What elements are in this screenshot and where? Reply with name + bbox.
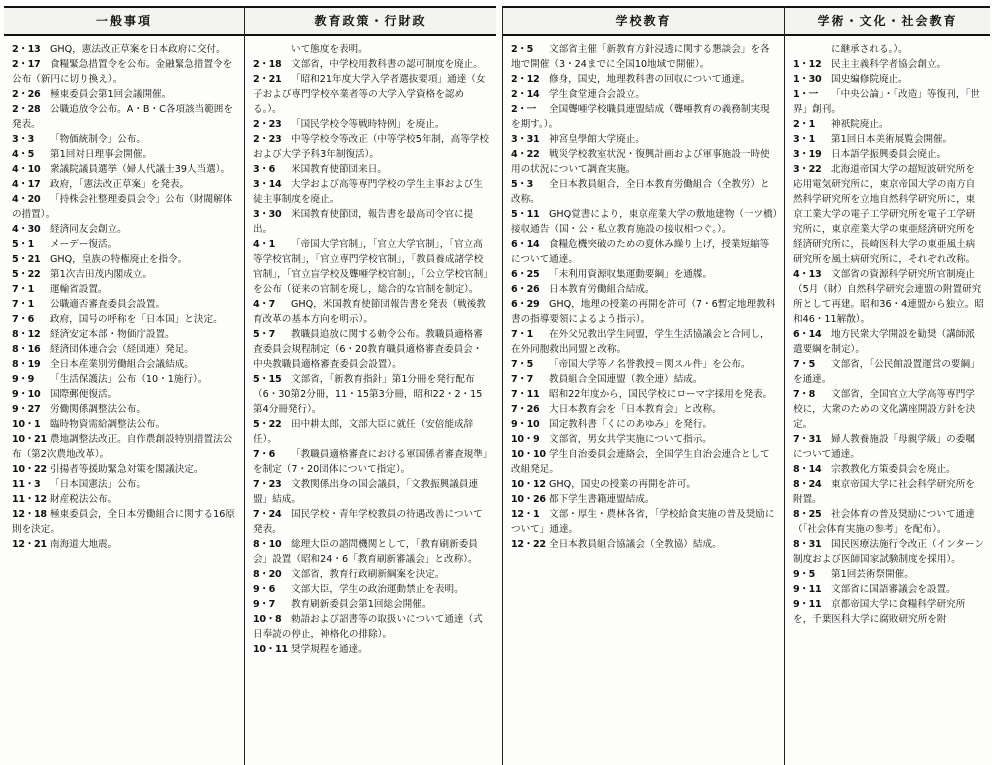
entry-text: いて態度を表明。	[291, 44, 368, 55]
entry-text: GHQ，憲法改正草案を日本政府に交付。	[50, 44, 226, 55]
entry-text: 「昭和21年度大学入学者選抜要項」通達（女子および専門学校卒業者等の大学入学資格を認める。）。	[253, 74, 486, 115]
chronology-entry	[793, 87, 984, 117]
chronology-entry	[12, 162, 238, 177]
entry-date: 10・11	[253, 644, 288, 655]
entry-text: 第1回日本美術展覧会開催。	[831, 134, 953, 145]
entry-text: GHQ，国史の授業の再開を許可。	[549, 479, 696, 490]
chronology-entry	[511, 492, 778, 507]
chronology-entry	[253, 177, 490, 207]
chronology-entry	[793, 507, 984, 537]
chronology-entry	[511, 102, 778, 132]
entry-date: 10・12	[511, 479, 546, 490]
entry-date: 8・19	[12, 359, 41, 370]
column-heading: 学校教育	[503, 6, 784, 36]
chronology-entry	[12, 492, 238, 507]
column-heading: 学術・文化・社会教育	[785, 6, 990, 36]
entry-text: 経済団体連合会（経団連）発足。	[50, 344, 194, 355]
chronology-entry	[253, 57, 490, 72]
entry-date: 7・6	[12, 314, 35, 325]
entry-text: 米国教育使節団，報告書を最高司令官に提出。	[253, 209, 474, 235]
entry-date: 4・13	[793, 269, 822, 280]
chronology-entry	[511, 327, 778, 357]
entry-text: 東京帝国大学に社会科学研究所を附置。	[793, 479, 975, 505]
entry-date: 5・3	[511, 179, 534, 190]
entry-text: 文部省に国語審議会を設置。	[831, 584, 956, 595]
entry-text: 文部省，男女共学実施について指示。	[549, 434, 712, 445]
chronology-entry	[793, 477, 984, 507]
chronology-entry	[12, 132, 238, 147]
chronology-entry	[253, 582, 490, 597]
chronology-entry	[253, 207, 490, 237]
chronology-entry	[793, 267, 984, 327]
entry-date: 6・26	[511, 284, 540, 295]
entry-date: 5・21	[12, 254, 41, 265]
entry-text: 第1回芸術祭開催。	[831, 569, 914, 580]
entry-text: メーデー復活。	[50, 239, 118, 250]
entry-text: 極東委員会第1回会議開催。	[50, 89, 172, 100]
entry-text: 大学および高等専門学校の学生主事および生徒主事制度を廃止。	[253, 179, 483, 205]
entry-text: GHQ，皇族の特権廃止を指令。	[50, 254, 188, 265]
entry-date: 8・24	[793, 479, 822, 490]
chronology-entry	[12, 417, 238, 432]
entry-date: 10・26	[511, 494, 546, 505]
column-heading: 教育政策・行財政	[245, 6, 496, 36]
entry-date: 2・23	[253, 134, 282, 145]
entry-text: 教員組合全国連盟（教全連）結成。	[549, 374, 703, 385]
chronology-entry	[253, 372, 490, 417]
entry-text: 「帝国大学官制」，「官立大学官制」，「官立高等学校官制」，「官立専門学校官制」，「教員養成諸学校官制」，「官立盲学校及聾唖学校官制」，「公立学校官制」を公布（従来の官制を廃し，総合的な官制を制定）。	[253, 239, 489, 295]
entry-date: 9・10	[12, 389, 41, 400]
chronology-entry	[793, 57, 984, 72]
entry-text: 教育刷新委員会第1回総会開催。	[291, 599, 432, 610]
entry-text: 公職適否審査委員会設置。	[50, 299, 166, 310]
chronology-entry	[12, 57, 238, 87]
entry-date: 9・27	[12, 404, 41, 415]
entry-text: 農地調整法改正。自作農創設特別措置法公布（第2次農地改革）。	[12, 434, 233, 460]
entry-text: 文部省，「新教育指針」第1分冊を発行配布（6・30第2分冊，11・15第3分冊，昭和22・2・15第4分冊発行）。	[253, 374, 483, 415]
chronology-entry	[793, 582, 984, 597]
chronology-entry	[253, 162, 490, 177]
entry-date: 5・1	[12, 239, 35, 250]
chronology-entry	[253, 132, 490, 162]
entry-date: 10・10	[511, 449, 546, 460]
chronology-entry	[253, 612, 490, 642]
entry-date: 7・23	[253, 479, 282, 490]
entry-date: 4・5	[12, 149, 35, 160]
entry-date: 8・25	[793, 509, 822, 520]
entry-date: 1・30	[793, 74, 822, 85]
entry-date: 6・29	[511, 299, 540, 310]
chronology-entry	[793, 567, 984, 582]
entry-text: 財産税法公布。	[50, 494, 118, 505]
entry-text: 文部大臣，学生の政治運動禁止を表明。	[291, 584, 464, 595]
entry-list	[503, 36, 784, 552]
chronology-entry	[253, 642, 490, 657]
entry-text: 日本教育労働組合結成。	[549, 284, 655, 295]
entry-date: 2・23	[253, 119, 282, 130]
entry-date: 7・11	[511, 389, 540, 400]
chronology-entry	[12, 372, 238, 387]
chronology-entry	[511, 432, 778, 447]
entry-text: 労働関係調整法公布。	[50, 404, 146, 415]
entry-text: 国際郵便復活。	[50, 389, 118, 400]
entry-date: 3・19	[793, 149, 822, 160]
entry-text: 引揚者等援助緊急対策を閣議決定。	[50, 464, 204, 475]
entry-text: 経済同友会創立。	[50, 224, 127, 235]
entry-text: 教職員追放に関する勅令公布。教職員適格審査委員会規程制定（6・20教育職員適格審査委員会・中央教職員適格審査委員会設置）。	[253, 329, 483, 370]
chronology-entry	[12, 402, 238, 417]
chronology-entry	[12, 297, 238, 312]
entry-date: 2・12	[511, 74, 540, 85]
entry-date: 2・28	[12, 104, 41, 115]
chronology-entry	[12, 432, 238, 462]
chronology-entry	[793, 117, 984, 132]
entry-text: 文部省，教育行政刷新綱案を決定。	[291, 569, 445, 580]
entry-date: 3・22	[793, 164, 822, 175]
chronology-entry	[511, 87, 778, 102]
entry-date: 5・22	[253, 419, 282, 430]
entry-date: 9・6	[253, 584, 276, 595]
entry-text: 衆議院議員選挙（婦人代議士39人当選）。	[50, 164, 231, 175]
chronology-entry	[793, 387, 984, 432]
entry-text: 南海道大地震。	[50, 539, 118, 550]
chronology-entry	[511, 72, 778, 87]
chronology-entry	[12, 342, 238, 357]
chronology-entry	[12, 222, 238, 237]
entry-date: 4・20	[12, 194, 41, 205]
chronology-entry	[12, 267, 238, 282]
entry-date: 8・16	[12, 344, 41, 355]
chronology-entry	[511, 537, 778, 552]
entry-text: 奨学規程を通達。	[291, 644, 368, 655]
entry-text: 民主主義科学者協会創立。	[831, 59, 947, 70]
entry-text: 修身，国史，地理教科書の回収について通達。	[549, 74, 751, 85]
entry-date: 3・14	[253, 179, 282, 190]
entry-text: 「教職員適格審査における軍国係者審査規準」を制定（7・20団体について指定）。	[253, 449, 488, 475]
entry-date: 8・20	[253, 569, 282, 580]
entry-date: 7・24	[253, 509, 282, 520]
entry-text: 臨時物資需給調整法公布。	[50, 419, 166, 430]
entry-text: 公職追放令公布。A・B・C各項該当範囲を発表。	[12, 104, 233, 130]
entry-text: 在外父兄教出学生同盟，学生生活協議会と合同し，在外同胞救出同盟と改称。	[511, 329, 770, 355]
entry-date: 8・12	[12, 329, 41, 340]
chronology-entry	[12, 312, 238, 327]
chronology-entry	[12, 147, 238, 162]
entry-date: 6・25	[511, 269, 540, 280]
chronology-entry	[793, 327, 984, 357]
entry-text: 第1次吉田茂内閣成立。	[50, 269, 153, 280]
chronology-entry	[793, 462, 984, 477]
entry-date: 7・7	[511, 374, 534, 385]
chronology-entry	[511, 297, 778, 327]
entry-date: 4・10	[12, 164, 41, 175]
entry-date: 2・18	[253, 59, 282, 70]
entry-date: 10・21	[12, 434, 47, 445]
entry-text: GHQ，米国教育使節団報告書を発表（戦後教育改革の基本方向を明示）。	[253, 299, 486, 325]
entry-text: 田中耕太郎，文部大臣に就任（安倍能成辞任）。	[253, 419, 474, 445]
column-heading: 一般事項	[4, 6, 244, 36]
chronology-entry	[12, 282, 238, 297]
entry-date: 2・26	[12, 89, 41, 100]
chronology-entry	[253, 72, 490, 117]
entry-text: 都下学生書籍連盟結成。	[549, 494, 655, 505]
entry-text: 全日本教員組合協議会（全教協）結成。	[549, 539, 722, 550]
entry-text: 昭和22年度から，国民学校にローマ字採用を発表。	[549, 389, 773, 400]
entry-text: に継承される。）。	[831, 44, 908, 55]
entry-text: 「帝国大学等ノ名誉教授＝関スル件」を公布。	[549, 359, 751, 370]
entry-text: 中等学校令等改正（中等学校5年制，高等学校および大学予科3年制復活）。	[253, 134, 489, 160]
chronology-entry	[511, 267, 778, 282]
entry-date: 4・7	[253, 299, 276, 310]
chronology-entry	[253, 507, 490, 537]
entry-date: 7・5	[793, 359, 816, 370]
entry-date: 10・22	[12, 464, 47, 475]
entry-date: 9・5	[793, 569, 816, 580]
entry-text: GHQ，地理の授業の再開を許可（7・6暫定地理教科書の指導要領によるよう指示）。	[511, 299, 776, 325]
entry-text: 「未利用資源収集運動要綱」を通牒。	[549, 269, 713, 280]
entry-text: 文部省の資源科学研究所官制廃止（5月（財）自然科学研究会連盟の附置研究所として再建。昭和36・4連盟から独立。昭和46・11解散）。	[793, 269, 984, 325]
chronology-entry	[511, 132, 778, 147]
entry-text: 国民学校・青年学校教員の待遇改善について発表。	[253, 509, 483, 535]
entry-text: 文部省，全国官立大学高等専門学校に，大衆のための文化講座開設方針を決定。	[793, 389, 976, 430]
chronology-entry	[511, 357, 778, 372]
entry-text: 地方民衆大学開設を勧奨（講師派遣要綱を制定）。	[793, 329, 975, 355]
entry-date: 5・11	[511, 209, 540, 220]
entry-date: 7・5	[511, 359, 534, 370]
entry-date: 2・5	[511, 44, 534, 55]
chronology-entry	[253, 42, 490, 57]
chronology-entry	[511, 42, 778, 72]
entry-text: 経済安定本部・物価庁設置。	[50, 329, 175, 340]
entry-date: 5・7	[253, 329, 276, 340]
entry-date: 2・1	[793, 119, 816, 130]
chronology-entry	[793, 147, 984, 162]
entry-date: 7・26	[511, 404, 540, 415]
chronology-entry	[253, 237, 490, 297]
chronology-entry	[253, 417, 490, 447]
entry-text: 社会体育の普及奨励について通達（「社会体育実施の参考」を配布）。	[793, 509, 975, 535]
entry-date: 10・8	[253, 614, 282, 625]
entry-text: 全国聾唖学校職員連盟結成（聾唖教育の義務制実現を期す。）。	[511, 104, 770, 130]
chronology-entry	[12, 537, 238, 552]
chronology-entry	[793, 132, 984, 147]
chronology-entry	[511, 387, 778, 402]
entry-date: 3・30	[253, 209, 282, 220]
entry-date: 9・10	[511, 419, 540, 430]
entry-date: 7・1	[511, 329, 534, 340]
chronology-entry	[253, 117, 490, 132]
entry-text: 全日本教員組合，全日本教育労働組合（全教労）と改称。	[511, 179, 770, 205]
chronology-entry	[511, 147, 778, 177]
chronology-entry	[12, 252, 238, 267]
entry-text: 大日本教育会を「日本教育会」と改称。	[549, 404, 722, 415]
chronology-entry	[793, 72, 984, 87]
entry-date: 7・6	[253, 449, 276, 460]
entry-date: 9・9	[12, 374, 35, 385]
entry-date: 3・3	[12, 134, 35, 145]
entry-text: 米国教育使節団来日。	[291, 164, 387, 175]
chronology-entry	[793, 357, 984, 387]
entry-date: 12・18	[12, 509, 47, 520]
entry-text: 文部省，中学校用教科書の認可制度を廃止。	[291, 59, 483, 70]
entry-text: 「物価統制令」公布。	[50, 134, 146, 145]
entry-text: 食糧緊急措置令を公布。金融緊急措置令を公布（新円に切り換え）。	[12, 59, 233, 85]
entry-date: 4・22	[511, 149, 540, 160]
chronology-entry	[12, 477, 238, 492]
entry-date: 2・17	[12, 59, 41, 70]
entry-date: 2・21	[253, 74, 282, 85]
entry-text: GHQ覚書により，東京産業大学の敷地建物（一ツ橋）接収通告（国・公・私立教育施設の接収相つぐ。）。	[511, 209, 778, 235]
chronology-entry	[12, 462, 238, 477]
entry-text: 「生活保護法」公布（10・1施行）。	[50, 374, 208, 385]
entry-date: 6・14	[793, 329, 822, 340]
chronology-entry	[511, 402, 778, 417]
entry-date: 7・8	[793, 389, 816, 400]
entry-text: 勅語および詔書等の取扱いについて通達（式日奉読の停止，神格化の排除）。	[253, 614, 483, 640]
entry-text: 学生自治委員会連絡会，全国学生自治会連合として改組発足。	[511, 449, 770, 475]
chronology-entry	[12, 42, 238, 57]
entry-date: 2・一	[511, 104, 536, 115]
entry-date: 10・9	[511, 434, 540, 445]
chronology-entry	[793, 537, 984, 567]
chronology-entry	[511, 372, 778, 387]
entry-text: 神宮皇學館大学廃止。	[549, 134, 645, 145]
entry-text: 学生食堂連合会設立。	[549, 89, 645, 100]
entry-date: 8・14	[793, 464, 822, 475]
column-general-affairs	[4, 6, 244, 765]
chronology-entry	[12, 87, 238, 102]
entry-date: 7・1	[12, 299, 35, 310]
entry-text: 婦人教養施設「母親学級」の委嘱について通達。	[793, 434, 975, 460]
entry-text: 文部省，「公民館設置運営の要綱」を通達。	[793, 359, 980, 385]
entry-text: 政府，「憲法改正草案」を発表。	[50, 179, 190, 190]
chronology-entry	[793, 432, 984, 462]
entry-text: 北海道帝国大学の超短波研究所を応用電気研究所に，東京帝国大学の南方自然科学研究所を立地自然科学研究所に，東京工業大学の電子工学研究所を電子工学研究所に，東京産業大学の東亜経済研究所を経済研究所に，長崎医科大学の東亜風土病研究所を風土病研究所に，それぞれ改称。	[793, 164, 976, 265]
entry-text: 第1回対日理事会開催。	[50, 149, 153, 160]
entry-text: 「国民学校令等戦時特例」を廃止。	[291, 119, 445, 130]
entry-text: 国民医療法施行令改正（インターン制度および医師国家試験制度を採用）。	[793, 539, 984, 565]
chronology-entry	[253, 567, 490, 582]
entry-date: 7・1	[12, 284, 35, 295]
chronology-entry	[511, 177, 778, 207]
entry-date: 12・22	[511, 539, 546, 550]
chronology-entry	[253, 297, 490, 327]
entry-date: 2・14	[511, 89, 540, 100]
entry-date: 9・11	[793, 584, 822, 595]
entry-date: 8・10	[253, 539, 282, 550]
chronology-entry	[511, 282, 778, 297]
entry-date: 12・21	[12, 539, 47, 550]
entry-text: 京都帝国大学に食糧科学研究所を，千葉医科大学に腐敗研究所を附	[793, 599, 966, 625]
chronology-entry	[511, 447, 778, 477]
chronology-entry	[253, 537, 490, 567]
entry-text: 全日本産業別労働組合会議結成。	[50, 359, 194, 370]
entry-date: 12・1	[511, 509, 540, 520]
chronology-entry	[793, 42, 984, 57]
chronology-entry	[793, 162, 984, 267]
chronology-entry	[253, 597, 490, 612]
entry-date: 1・一	[793, 89, 818, 100]
entry-text: 総理大臣の諮問機関として，「教育刷新委員会」設置（昭和24・6「教育刷新審議会」と改称）。	[253, 539, 478, 565]
column-education-policy	[244, 6, 496, 765]
column-school-education	[502, 6, 784, 765]
entry-text: 「持株会社整理委員会令」公布（財閥解体の措置）。	[12, 194, 233, 220]
entry-text: 「中央公論」・「改造」等復刊，「世界」創刊。	[793, 89, 980, 115]
chronology-entry	[511, 207, 778, 237]
entry-text: 戦災学校教室状況・復興計画および軍事施設一時使用の状況について調査実施。	[511, 149, 770, 175]
entry-text: 極東委員会，全日本労働組合に関する16原則を決定。	[12, 509, 235, 535]
chronology-entry	[511, 477, 778, 492]
chronology-entry	[253, 447, 490, 477]
entry-date: 4・30	[12, 224, 41, 235]
entry-text: 運輸省設置。	[50, 284, 108, 295]
entry-date: 8・31	[793, 539, 822, 550]
entry-date: 2・13	[12, 44, 41, 55]
entry-text: 神祇院廃止。	[831, 119, 889, 130]
entry-date: 1・12	[793, 59, 822, 70]
chronology-entry	[511, 507, 778, 537]
entry-date: 5・15	[253, 374, 282, 385]
chronology-entry	[12, 192, 238, 222]
entry-text: 文部・厚生・農林各省，「学校給食実施の普及奨励について」通達。	[511, 509, 775, 535]
entry-text: 食糧危機突破のための夏休み繰り上げ，授業短縮等について通達。	[511, 239, 770, 265]
chronology-entry	[253, 477, 490, 507]
entry-text: 日本語学振興委員会廃止。	[831, 149, 947, 160]
entry-text: 政府，国号の呼称を「日本国」と決定。	[50, 314, 223, 325]
entry-date: 7・31	[793, 434, 822, 445]
entry-date: 5・22	[12, 269, 41, 280]
chronology-entry	[793, 597, 984, 627]
entry-date: 11・12	[12, 494, 47, 505]
entry-date: 4・17	[12, 179, 41, 190]
entry-date: 4・1	[253, 239, 276, 250]
chronology-entry	[12, 357, 238, 372]
entry-date: 9・11	[793, 599, 822, 610]
chronology-entry	[511, 237, 778, 267]
entry-text: 国定教科書「くにのあゆみ」を発行。	[549, 419, 713, 430]
column-culture-social-education	[784, 6, 990, 765]
entry-text: 宗教教化方策委員会を廃止。	[831, 464, 956, 475]
entry-list	[785, 36, 990, 627]
entry-list	[245, 36, 496, 657]
entry-date: 6・14	[511, 239, 540, 250]
entry-date: 10・1	[12, 419, 41, 430]
entry-date: 3・1	[793, 134, 816, 145]
entry-date: 9・7	[253, 599, 276, 610]
entry-date: 11・3	[12, 479, 41, 490]
entry-date: 3・6	[253, 164, 276, 175]
chronology-entry	[12, 327, 238, 342]
entry-date: 3・31	[511, 134, 540, 145]
entry-text: 文部省主催「新教育方針浸透に関する懇談会」を各地で開催（3・24までに全国10地域で開催）。	[511, 44, 770, 70]
entry-list	[4, 36, 244, 552]
entry-text: 文教関係出身の国会議員，「文教振興議員連盟」結成。	[253, 479, 479, 505]
chronology-entry	[12, 387, 238, 402]
chronology-entry	[12, 507, 238, 537]
chronology-entry	[12, 102, 238, 132]
chronology-entry	[253, 327, 490, 372]
entry-text: 国史編修院廃止。	[831, 74, 908, 85]
entry-text: 「日本国憲法」公布。	[50, 479, 146, 490]
chronology-entry	[12, 177, 238, 192]
chronology-entry	[12, 237, 238, 252]
chronology-entry	[511, 417, 778, 432]
